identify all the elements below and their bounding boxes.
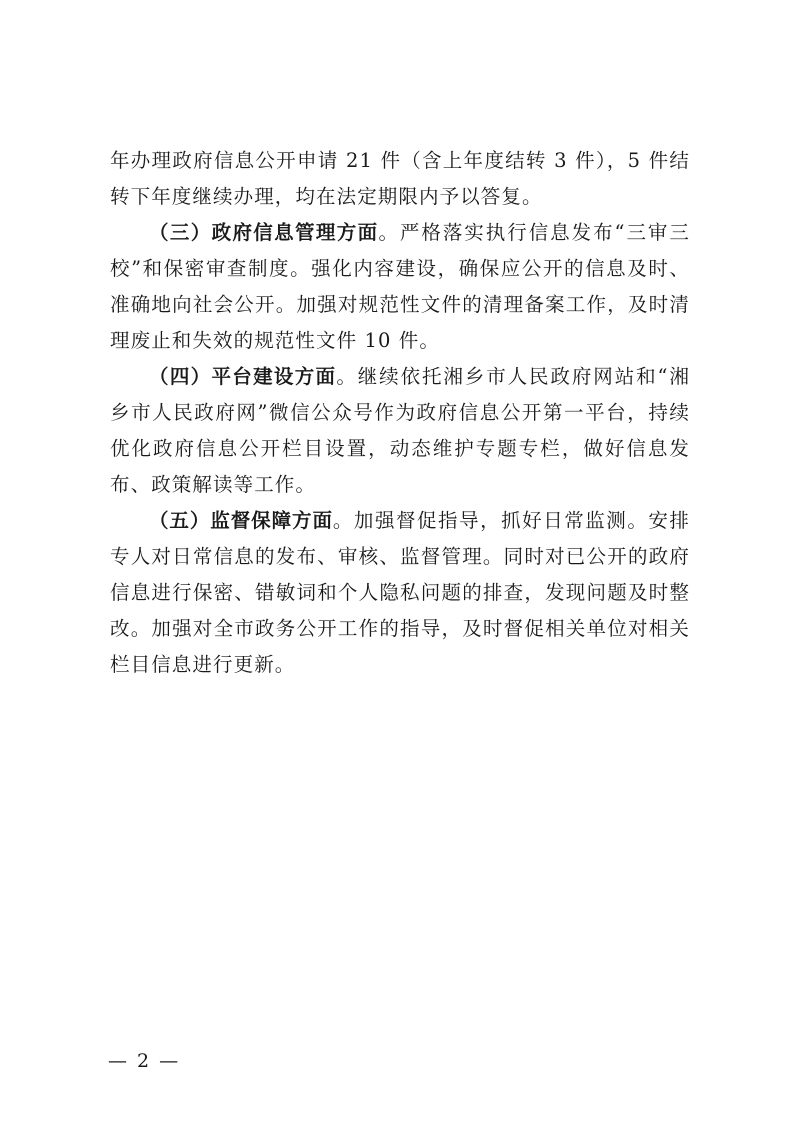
section-heading-info-management: （三）政府信息管理方面 <box>149 221 379 244</box>
section-heading-platform-building: （四）平台建设方面 <box>149 365 337 388</box>
page-number: — 2 — <box>108 1050 181 1072</box>
document-body <box>110 143 690 683</box>
paragraph-text: 。加强督促指导，抓好日常监测。安排专人对日常信息的发布、审核、监督管理。同时对已公开的政府信息进行保密、错敏词和个人隐私问题的排查，发现问题及时整改。加强对全市政务公开工作的指导，及时督促相关单位对相关栏目信息进行更新。 <box>110 509 690 676</box>
section-heading-supervision: （五）监督保障方面 <box>149 509 333 532</box>
paragraph-text: 。严格落实执行信息发布“三审三校”和保密审查制度。强化内容建设，确保应公开的信息及时、准确地向社会公开。加强对规范性文件的清理备案工作，及时清理废止和失效的规范性文件 10 件。 <box>110 221 690 352</box>
paragraph-platform-building <box>110 359 690 503</box>
paragraph-supervision <box>110 503 690 683</box>
paragraph-continuation <box>110 143 690 215</box>
paragraph-text: 。继续依托湘乡市人民政府网站和“湘乡市人民政府网”微信公众号作为政府信息公开第一平台，持续优化政府信息公开栏目设置，动态维护专题专栏，做好信息发布、政策解读等工作。 <box>110 365 690 496</box>
paragraph-info-management <box>110 215 690 359</box>
paragraph-text: 年办理政府信息公开申请 21 件（含上年度结转 3 件），5 件结转下年度继续办理，均在法定期限内予以答复。 <box>110 149 690 208</box>
